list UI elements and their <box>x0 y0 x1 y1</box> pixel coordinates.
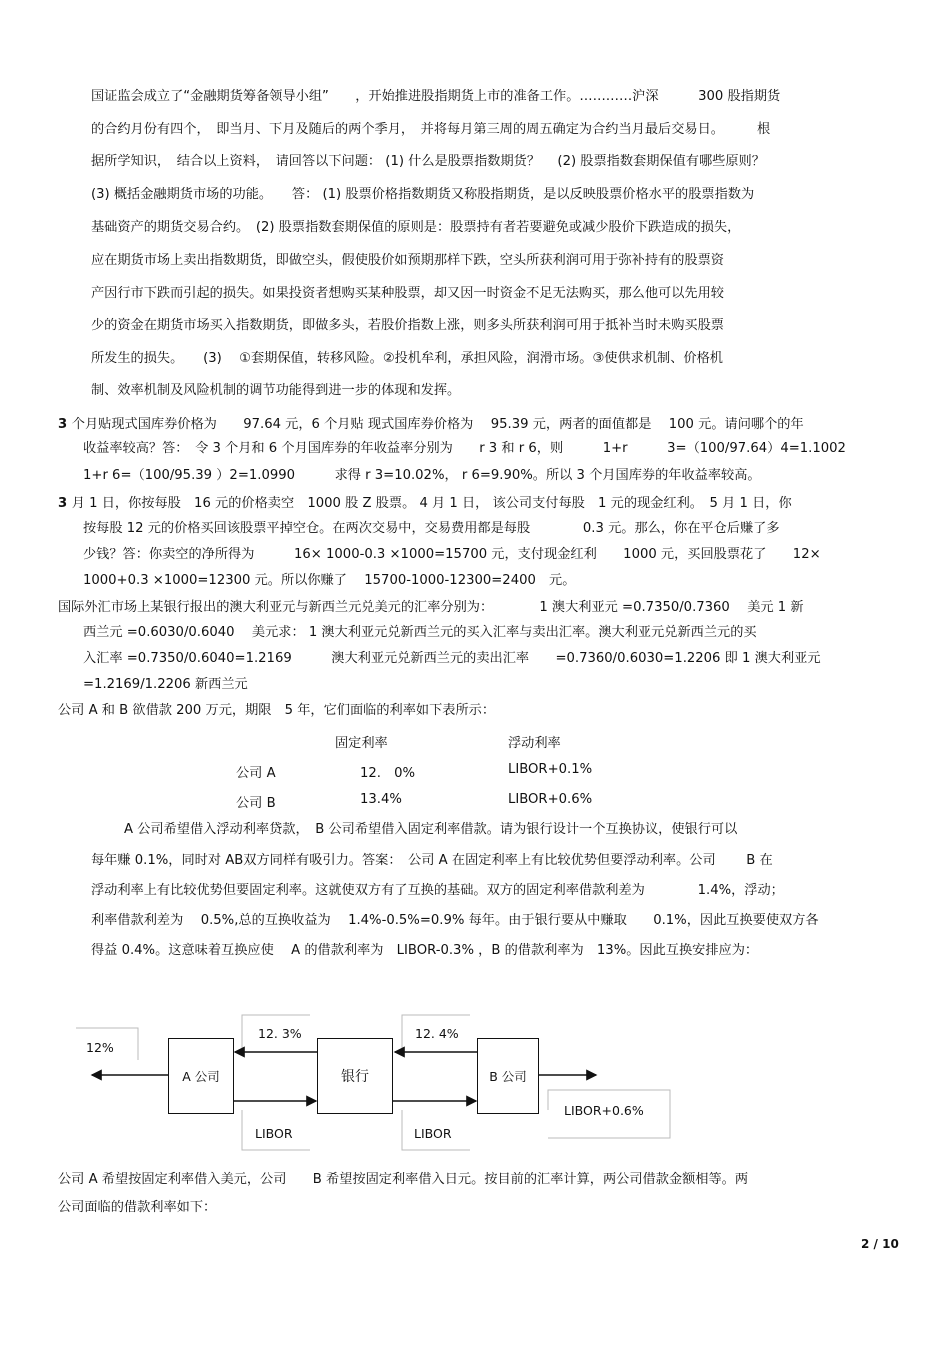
text-line: 公司面临的借款利率如下： <box>58 1200 217 1215</box>
text-line <box>58 495 792 513</box>
text-line <box>58 416 804 434</box>
text-line: 公司 A 希望按固定利率借入美元，公司 B 希望按固定利率借入日元。按目前的汇率计算，两公司借款金额相等。两 <box>58 1172 749 1187</box>
text-line: A 公司希望借入浮动利率贷款， B 公司希望借入固定利率借款。请为银行设计一个互换协议，使银行可以 <box>124 822 738 837</box>
label-bank-receive: 12. 4% <box>415 1026 459 1041</box>
label-frame <box>242 1015 310 1050</box>
text-line: 基础资产的期货交易合约。 (2) 股票指数套期保值的原则是：股票持有者若要避免或减少股价下跌造成的损失， <box>91 220 741 235</box>
text-line: =1.2169/1.2206 新西兰元 <box>83 677 248 692</box>
question-number: 3 <box>58 496 72 511</box>
table-cell-floating: LIBOR+0.6% <box>508 792 593 807</box>
text-line: 浮动利率上有比较优势但要固定利率。这就使双方有了互换的基础。双方的固定利率借款利差为 1.4%，浮动； <box>91 883 784 898</box>
text-line: 的合约月份有四个， 即当月、下月及随后的两个季月， 并将每月第三周的周五确定为合约当月最后交易日。 根 <box>91 122 771 137</box>
text-line: 产因行市下跌而引起的损失。如果投资者想购买某种股票，却又因一时资金不足无法购买，那么他可以先用较 <box>91 286 724 301</box>
text-line: 应在期货市场上卖出指数期货，即做空头，假使股价如预期那样下跌，空头所获利润可用于弥补持有的股票资 <box>91 253 724 268</box>
company-b-box: B 公司 <box>477 1038 539 1114</box>
table-cell-floating: LIBOR+0.1% <box>508 762 593 777</box>
text-line: 得益 0.4%。这意味着互换应使 A 的借款利率为 LIBOR-0.3% ，B 的借款利率为 13%。因此互换安排应为： <box>91 943 759 958</box>
text-line: 入汇率 =0.7350/0.6040=1.2169 澳大利亚元兑新西兰元的卖出汇率 =0.7360/0.6030=1.2206 即 1 澳大利亚元 <box>83 651 821 666</box>
table-header-floating: 浮动利率 <box>508 736 561 751</box>
label-libor-a: LIBOR <box>255 1126 293 1141</box>
text-line: 1+r 6=（100/95.39 ）2=1.0990 求得 r 3=10.02%， r 6=9.90%。所以 3 个月国库券的年收益率较高。 <box>83 468 761 483</box>
text-line: (3) 概括金融期货市场的功能。 答： (1) 股票价格指数期货又称股指期货，是以反映股票价格水平的股票指数为 <box>91 187 755 202</box>
text-line: 1000+0.3 ×1000=12300 元。所以你赚了 15700-1000-12300=2400 元。 <box>83 573 576 588</box>
text-line: 制、效率机制及风险机制的调节功能得到进一步的体现和发挥。 <box>91 383 461 398</box>
label-libor-b: LIBOR <box>414 1126 452 1141</box>
text-line: 按每股 12 元的价格买回该股票平掉空仓。在两次交易中，交易费用都是每股 0.3 元。那么，你在平仓后赚了多 <box>83 521 780 536</box>
text-segment: 个月贴现式国库券价格为 97.64 元，6 个月贴 现式国库券价格为 95.39 元，两者的面值都是 100 元。请问哪个的年 <box>71 417 804 432</box>
text-line: 国际外汇市场上某银行报出的澳大利亚元与新西兰元兑美元的汇率分别为： 1 澳大利亚元 =0.7350/0.7360 美元 1 新 <box>58 600 804 615</box>
text-line: 所发生的损失。 (3) ①套期保值，转移风险。②投机牟利，承担风险，润滑市场。③使供求机制、价格机 <box>91 351 723 366</box>
table-cell-fixed: 12. 0% <box>360 766 416 781</box>
table-header-fixed: 固定利率 <box>335 736 388 751</box>
text-line: 据所学知识， 结合以上资料， 请回答以下问题： (1) 什么是股票指数期货？ (2) 股票指数套期保值有哪些原则？ <box>91 154 765 169</box>
label-right-rate: LIBOR+0.6% <box>564 1103 644 1118</box>
text-line: 每年赚 0.1%，同时对 AB双方同样有吸引力。答案： 公司 A 在固定利率上有比较优势但要浮动利率。公司 B 在 <box>91 853 773 868</box>
text-line: 收益率较高？答： 令 3 个月和 6 个月国库券的年收益率分别为 r 3 和 r 6，则 1+r 3=（100/97.64）4=1.1002 <box>83 441 846 456</box>
label-frame <box>402 1015 470 1050</box>
text-line: 少的资金在期货市场买入指数期货，即做多头，若股价指数上涨，则多头所获利润可用于抵补当时未购买股票 <box>91 318 724 333</box>
text-line: 利率借款利差为 0.5%,总的互换收益为 1.4%-0.5%=0.9% 每年。由于银行要从中赚取 0.1%，因此互换要使双方各 <box>91 913 819 928</box>
label-frame <box>402 1110 470 1150</box>
page-number: 2 / 10 <box>861 1237 899 1251</box>
label-frame <box>76 1028 138 1060</box>
swap-question-intro: 公司 A 和 B 欲借款 200 万元，期限 5 年，它们面临的利率如下表所示： <box>58 703 496 718</box>
text-line: 国证监会成立了“金融期货筹备领导小组” ，开始推进股指期货上市的准备工作。…………沪深 300 股指期货 <box>91 89 781 104</box>
company-a-box: A 公司 <box>168 1038 234 1114</box>
label-frame <box>548 1090 670 1138</box>
label-a-receive: 12. 3% <box>258 1026 302 1041</box>
label-frame <box>242 1110 310 1150</box>
bank-box: 银行 <box>317 1038 393 1114</box>
table-cell-company: 公司 A <box>236 766 276 781</box>
text-segment: 月 1 日，你按每股 16 元的价格卖空 1000 股 Z 股票。 4 月 1 日， 该公司支付每股 1 元的现金红利。 5 月 1 日，你 <box>71 496 792 511</box>
table-cell-fixed: 13.4% <box>360 792 402 807</box>
text-line: 少钱？答：你卖空的净所得为 16× 1000-0.3 ×1000=15700 元，支付现金红利 1000 元，买回股票花了 12× <box>83 547 821 562</box>
text-line: 西兰元 =0.6030/0.6040 美元求： 1 澳大利亚元兑新西兰元的买入汇率与卖出汇率。澳大利亚元兑新西兰元的买 <box>83 625 757 640</box>
label-left-rate: 12% <box>86 1040 114 1055</box>
table-cell-company: 公司 B <box>236 796 276 811</box>
question-number: 3 <box>58 417 72 432</box>
